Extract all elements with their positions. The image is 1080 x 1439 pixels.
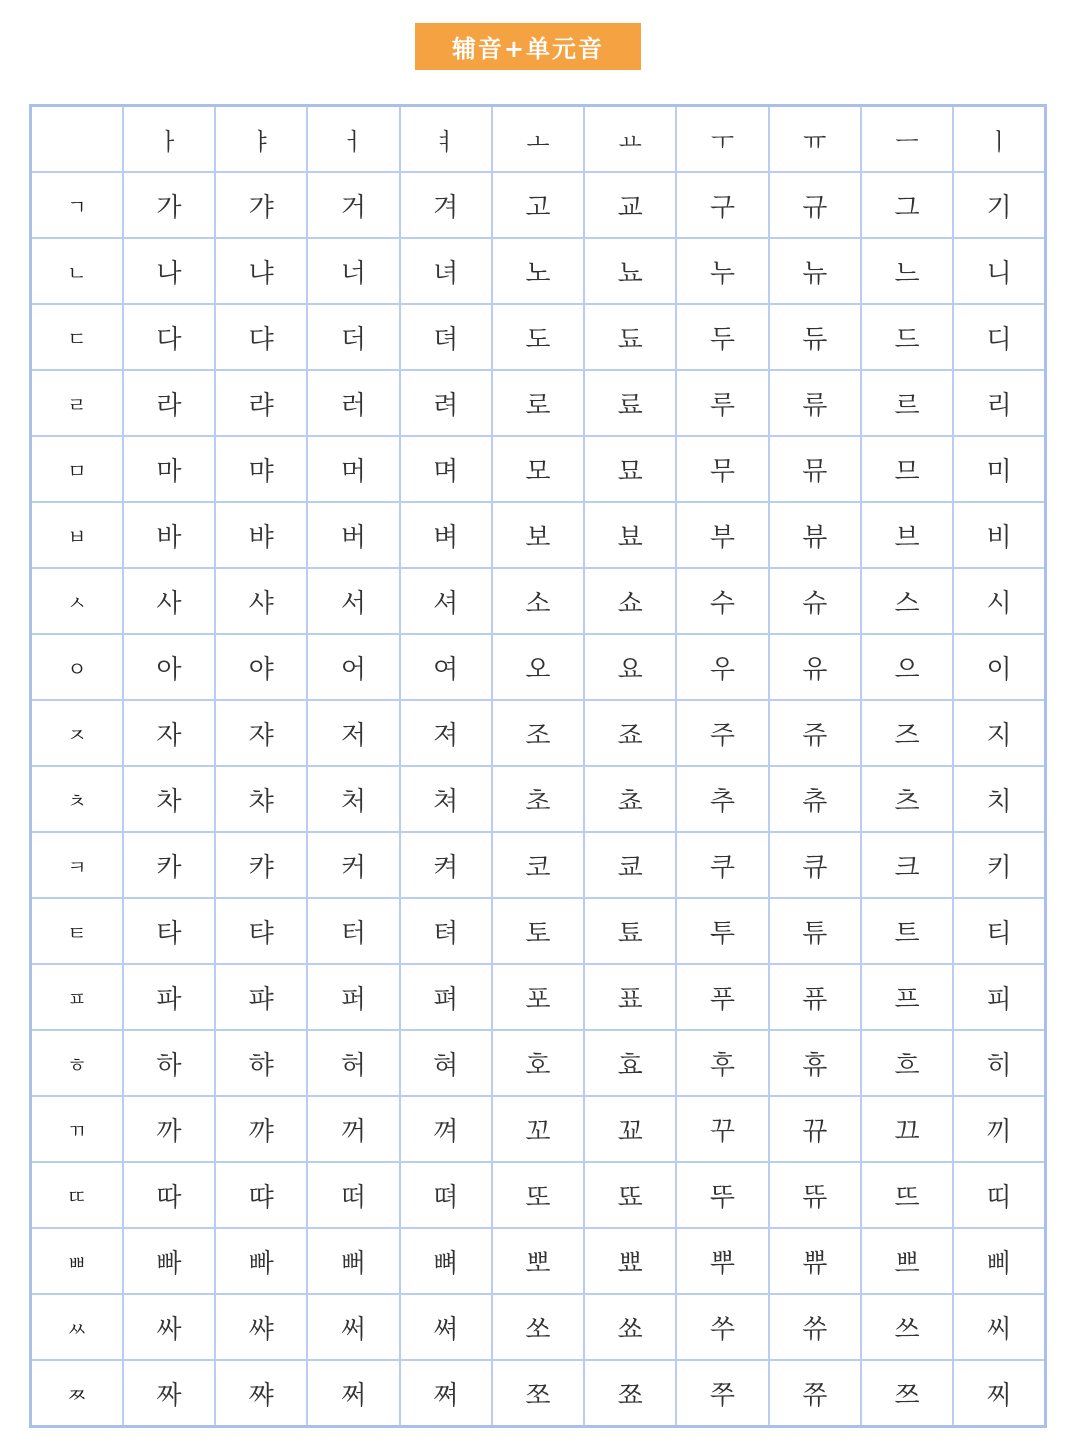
syllable-cell: 키 <box>953 832 1045 898</box>
syllable-cell: 쪼 <box>492 1360 584 1427</box>
syllable-cell: 쎠 <box>400 1294 492 1360</box>
syllable-cell: 카 <box>123 832 215 898</box>
syllable-cell: 시 <box>953 568 1045 634</box>
syllable-cell: 어 <box>307 634 399 700</box>
syllable-cell: 더 <box>307 304 399 370</box>
syllable-cell: 이 <box>953 634 1045 700</box>
syllable-cell: 퍄 <box>215 964 307 1030</box>
vowel-header-cell: ㅛ <box>584 106 676 173</box>
syllable-row <box>31 1294 1046 1360</box>
syllable-cell: 뜨 <box>861 1162 953 1228</box>
vowel-header-cell: ㅏ <box>123 106 215 173</box>
syllable-cell: 츄 <box>769 766 861 832</box>
syllable-cell: 쑈 <box>584 1294 676 1360</box>
syllable-cell: 리 <box>953 370 1045 436</box>
syllable-cell: 캬 <box>215 832 307 898</box>
syllable-cell: 거 <box>307 172 399 238</box>
syllable-cell: 모 <box>492 436 584 502</box>
syllable-cell: 으 <box>861 634 953 700</box>
syllable-cell: 쟈 <box>215 700 307 766</box>
syllable-cell: 피 <box>953 964 1045 1030</box>
syllable-row <box>31 766 1046 832</box>
syllable-cell: 조 <box>492 700 584 766</box>
syllable-cell: 요 <box>584 634 676 700</box>
syllable-cell: 뾰 <box>584 1228 676 1294</box>
syllable-row <box>31 436 1046 502</box>
syllable-cell: 료 <box>584 370 676 436</box>
syllable-cell: 추 <box>676 766 768 832</box>
syllable-cell: 쥬 <box>769 700 861 766</box>
syllable-cell: 혀 <box>400 1030 492 1096</box>
syllable-cell: 쩌 <box>307 1360 399 1427</box>
syllable-cell: 쌰 <box>215 1294 307 1360</box>
syllable-cell: 뚀 <box>584 1162 676 1228</box>
syllable-cell: 쏘 <box>492 1294 584 1360</box>
consonant-header-cell: ㄱ <box>31 172 123 238</box>
syllable-cell: 쇼 <box>584 568 676 634</box>
syllable-cell: 펴 <box>400 964 492 1030</box>
syllable-row <box>31 1096 1046 1162</box>
syllable-cell: 듀 <box>769 304 861 370</box>
syllable-cell: 뱌 <box>215 502 307 568</box>
syllable-cell: 므 <box>861 436 953 502</box>
syllable-cell: 쿄 <box>584 832 676 898</box>
syllable-cell: 하 <box>123 1030 215 1096</box>
consonant-header-cell: ㅂ <box>31 502 123 568</box>
syllable-cell: 뮤 <box>769 436 861 502</box>
syllable-cell: 뜌 <box>769 1162 861 1228</box>
syllable-cell: 쿠 <box>676 832 768 898</box>
consonant-header-cell: ㅃ <box>31 1228 123 1294</box>
vowel-header-cell: ㅠ <box>769 106 861 173</box>
syllable-cell: 사 <box>123 568 215 634</box>
syllable-cell: 스 <box>861 568 953 634</box>
vowel-header-cell: ㅓ <box>307 106 399 173</box>
vowel-header-cell: ㅑ <box>215 106 307 173</box>
syllable-cell: 뉴 <box>769 238 861 304</box>
syllable-cell: 흐 <box>861 1030 953 1096</box>
syllable-cell: 퍼 <box>307 964 399 1030</box>
syllable-cell: 히 <box>953 1030 1045 1096</box>
vowel-header-cell: ㅕ <box>400 106 492 173</box>
hangul-syllable-table <box>29 104 1047 1428</box>
syllable-cell: 챠 <box>215 766 307 832</box>
syllable-cell: 느 <box>861 238 953 304</box>
syllable-cell: 껴 <box>400 1096 492 1162</box>
syllable-cell: 꼬 <box>492 1096 584 1162</box>
consonant-header-cell: ㄹ <box>31 370 123 436</box>
syllable-cell: 찌 <box>953 1360 1045 1427</box>
syllable-cell: 쯔 <box>861 1360 953 1427</box>
syllable-cell: 꺄 <box>215 1096 307 1162</box>
syllable-row <box>31 832 1046 898</box>
syllable-cell: 표 <box>584 964 676 1030</box>
consonant-header-cell: ㅈ <box>31 700 123 766</box>
syllable-row <box>31 502 1046 568</box>
syllable-cell: 미 <box>953 436 1045 502</box>
syllable-cell: 디 <box>953 304 1045 370</box>
syllable-cell: 셔 <box>400 568 492 634</box>
syllable-cell: 뿌 <box>676 1228 768 1294</box>
syllable-cell: 즈 <box>861 700 953 766</box>
syllable-cell: 빠 <box>123 1228 215 1294</box>
syllable-cell: 쳐 <box>400 766 492 832</box>
consonant-header-cell: ㅋ <box>31 832 123 898</box>
syllable-cell: 후 <box>676 1030 768 1096</box>
syllable-cell: 뎌 <box>400 304 492 370</box>
syllable-row <box>31 1228 1046 1294</box>
syllable-cell: 그 <box>861 172 953 238</box>
syllable-cell: 니 <box>953 238 1045 304</box>
syllable-cell: 라 <box>123 370 215 436</box>
syllable-cell: 먀 <box>215 436 307 502</box>
syllable-cell: 댜 <box>215 304 307 370</box>
syllable-cell: 햐 <box>215 1030 307 1096</box>
consonant-header-cell: ㅍ <box>31 964 123 1030</box>
syllable-cell: 쨔 <box>215 1360 307 1427</box>
syllable-cell: 크 <box>861 832 953 898</box>
syllable-cell: 다 <box>123 304 215 370</box>
syllable-cell: 튜 <box>769 898 861 964</box>
syllable-cell: 유 <box>769 634 861 700</box>
syllable-cell: 빠 <box>215 1228 307 1294</box>
syllable-cell: 오 <box>492 634 584 700</box>
syllable-cell: 뼈 <box>400 1228 492 1294</box>
syllable-cell: 따 <box>123 1162 215 1228</box>
syllable-row <box>31 634 1046 700</box>
syllable-cell: 뗘 <box>400 1162 492 1228</box>
syllable-cell: 처 <box>307 766 399 832</box>
syllable-cell: 머 <box>307 436 399 502</box>
syllable-cell: 우 <box>676 634 768 700</box>
syllable-cell: 효 <box>584 1030 676 1096</box>
syllable-cell: 허 <box>307 1030 399 1096</box>
syllable-cell: 푸 <box>676 964 768 1030</box>
syllable-cell: 야 <box>215 634 307 700</box>
vowel-header-row-group <box>31 106 1046 173</box>
syllable-row <box>31 370 1046 436</box>
syllable-cell: 쑤 <box>676 1294 768 1360</box>
syllable-row <box>31 568 1046 634</box>
syllable-cell: 짜 <box>123 1360 215 1427</box>
syllable-cell: 벼 <box>400 502 492 568</box>
syllable-cell: 큐 <box>769 832 861 898</box>
syllable-cell: 류 <box>769 370 861 436</box>
syllable-cell: 초 <box>492 766 584 832</box>
syllable-cell: 너 <box>307 238 399 304</box>
syllable-cell: 삐 <box>953 1228 1045 1294</box>
syllable-cell: 가 <box>123 172 215 238</box>
syllable-cell: 버 <box>307 502 399 568</box>
syllable-cell: 뷰 <box>769 502 861 568</box>
syllable-cell: 보 <box>492 502 584 568</box>
syllable-cell: 커 <box>307 832 399 898</box>
syllable-cell: 씨 <box>953 1294 1045 1360</box>
syllable-cell: 또 <box>492 1162 584 1228</box>
corner-cell <box>31 106 123 173</box>
consonant-header-cell: ㄴ <box>31 238 123 304</box>
syllable-cell: 뇨 <box>584 238 676 304</box>
syllable-cell: 슈 <box>769 568 861 634</box>
syllable-cell: 여 <box>400 634 492 700</box>
syllable-cell: 랴 <box>215 370 307 436</box>
syllable-cell: 루 <box>676 370 768 436</box>
syllable-cell: 소 <box>492 568 584 634</box>
syllable-cell: 퓨 <box>769 964 861 1030</box>
syllable-cell: 뽀 <box>492 1228 584 1294</box>
consonant-header-cell: ㅇ <box>31 634 123 700</box>
syllable-cell: 갸 <box>215 172 307 238</box>
syllable-cell: 까 <box>123 1096 215 1162</box>
syllable-cell: 르 <box>861 370 953 436</box>
syllable-cell: 져 <box>400 700 492 766</box>
syllable-row <box>31 304 1046 370</box>
syllable-cell: 바 <box>123 502 215 568</box>
syllable-cell: 휴 <box>769 1030 861 1096</box>
syllable-row <box>31 1162 1046 1228</box>
syllable-cell: 툐 <box>584 898 676 964</box>
syllable-cell: 쓔 <box>769 1294 861 1360</box>
syllable-cell: 서 <box>307 568 399 634</box>
syllable-cell: 쵸 <box>584 766 676 832</box>
syllable-cell: 죠 <box>584 700 676 766</box>
consonant-header-cell: ㅎ <box>31 1030 123 1096</box>
consonant-header-cell: ㅆ <box>31 1294 123 1360</box>
syllable-cell: 주 <box>676 700 768 766</box>
syllable-cell: 쓰 <box>861 1294 953 1360</box>
syllable-cell: 땨 <box>215 1162 307 1228</box>
syllable-cell: 두 <box>676 304 768 370</box>
syllable-cell: 아 <box>123 634 215 700</box>
consonant-header-cell: ㅁ <box>31 436 123 502</box>
syllable-cell: 교 <box>584 172 676 238</box>
syllable-cell: 저 <box>307 700 399 766</box>
syllable-cell: 자 <box>123 700 215 766</box>
syllable-cell: 려 <box>400 370 492 436</box>
syllable-cell: 탸 <box>215 898 307 964</box>
vowel-header-cell: ㅡ <box>861 106 953 173</box>
vowel-header-cell: ㅜ <box>676 106 768 173</box>
syllable-cell: 투 <box>676 898 768 964</box>
syllable-cell: 코 <box>492 832 584 898</box>
syllable-cell: 파 <box>123 964 215 1030</box>
vowel-header-cell: ㅣ <box>953 106 1045 173</box>
syllable-cell: 치 <box>953 766 1045 832</box>
syllable-cell: 쮸 <box>769 1360 861 1427</box>
syllable-cell: 호 <box>492 1030 584 1096</box>
syllable-cell: 무 <box>676 436 768 502</box>
consonant-header-cell: ㅌ <box>31 898 123 964</box>
vowel-header-row <box>31 106 1046 173</box>
syllable-cell: 드 <box>861 304 953 370</box>
syllable-row <box>31 898 1046 964</box>
consonant-header-cell: ㄲ <box>31 1096 123 1162</box>
syllable-cell: 며 <box>400 436 492 502</box>
syllable-rows <box>31 172 1046 1427</box>
syllable-cell: 수 <box>676 568 768 634</box>
syllable-cell: 묘 <box>584 436 676 502</box>
syllable-row <box>31 700 1046 766</box>
syllable-cell: 써 <box>307 1294 399 1360</box>
syllable-cell: 냐 <box>215 238 307 304</box>
syllable-cell: 나 <box>123 238 215 304</box>
syllable-cell: 됴 <box>584 304 676 370</box>
syllable-cell: 포 <box>492 964 584 1030</box>
syllable-cell: 싸 <box>123 1294 215 1360</box>
syllable-cell: 샤 <box>215 568 307 634</box>
syllable-cell: 띠 <box>953 1162 1045 1228</box>
syllable-row <box>31 238 1046 304</box>
syllable-row <box>31 1030 1046 1096</box>
syllable-cell: 타 <box>123 898 215 964</box>
syllable-cell: 겨 <box>400 172 492 238</box>
syllable-cell: 뀨 <box>769 1096 861 1162</box>
consonant-header-cell: ㄷ <box>31 304 123 370</box>
syllable-cell: 마 <box>123 436 215 502</box>
syllable-cell: 텨 <box>400 898 492 964</box>
syllable-cell: 도 <box>492 304 584 370</box>
consonant-header-cell: ㅅ <box>31 568 123 634</box>
syllable-cell: 꾜 <box>584 1096 676 1162</box>
syllable-cell: 끄 <box>861 1096 953 1162</box>
syllable-cell: 구 <box>676 172 768 238</box>
syllable-cell: 트 <box>861 898 953 964</box>
syllable-cell: 기 <box>953 172 1045 238</box>
syllable-cell: 켜 <box>400 832 492 898</box>
consonant-header-cell: ㄸ <box>31 1162 123 1228</box>
syllable-cell: 부 <box>676 502 768 568</box>
syllable-cell: 쪄 <box>400 1360 492 1427</box>
syllable-cell: 쁘 <box>861 1228 953 1294</box>
syllable-cell: 비 <box>953 502 1045 568</box>
syllable-cell: 프 <box>861 964 953 1030</box>
syllable-cell: 러 <box>307 370 399 436</box>
syllable-cell: 꺼 <box>307 1096 399 1162</box>
syllable-row <box>31 964 1046 1030</box>
syllable-cell: 쀼 <box>769 1228 861 1294</box>
consonant-header-cell: ㅉ <box>31 1360 123 1427</box>
syllable-cell: 고 <box>492 172 584 238</box>
syllable-cell: 뚜 <box>676 1162 768 1228</box>
syllable-cell: 토 <box>492 898 584 964</box>
consonant-header-cell: ㅊ <box>31 766 123 832</box>
syllable-cell: 뵤 <box>584 502 676 568</box>
syllable-cell: 차 <box>123 766 215 832</box>
syllable-row <box>31 172 1046 238</box>
syllable-cell: 티 <box>953 898 1045 964</box>
syllable-cell: 규 <box>769 172 861 238</box>
syllable-cell: 끼 <box>953 1096 1045 1162</box>
syllable-cell: 츠 <box>861 766 953 832</box>
syllable-cell: 터 <box>307 898 399 964</box>
syllable-cell: 누 <box>676 238 768 304</box>
syllable-row <box>31 1360 1046 1427</box>
table-title-badge: 辅音+单元音 <box>415 23 641 70</box>
syllable-cell: 브 <box>861 502 953 568</box>
syllable-cell: 뻐 <box>307 1228 399 1294</box>
syllable-cell: 떠 <box>307 1162 399 1228</box>
syllable-cell: 노 <box>492 238 584 304</box>
syllable-cell: 꾸 <box>676 1096 768 1162</box>
syllable-cell: 녀 <box>400 238 492 304</box>
syllable-cell: 로 <box>492 370 584 436</box>
syllable-cell: 쭈 <box>676 1360 768 1427</box>
syllable-cell: 쬬 <box>584 1360 676 1427</box>
vowel-header-cell: ㅗ <box>492 106 584 173</box>
syllable-cell: 지 <box>953 700 1045 766</box>
